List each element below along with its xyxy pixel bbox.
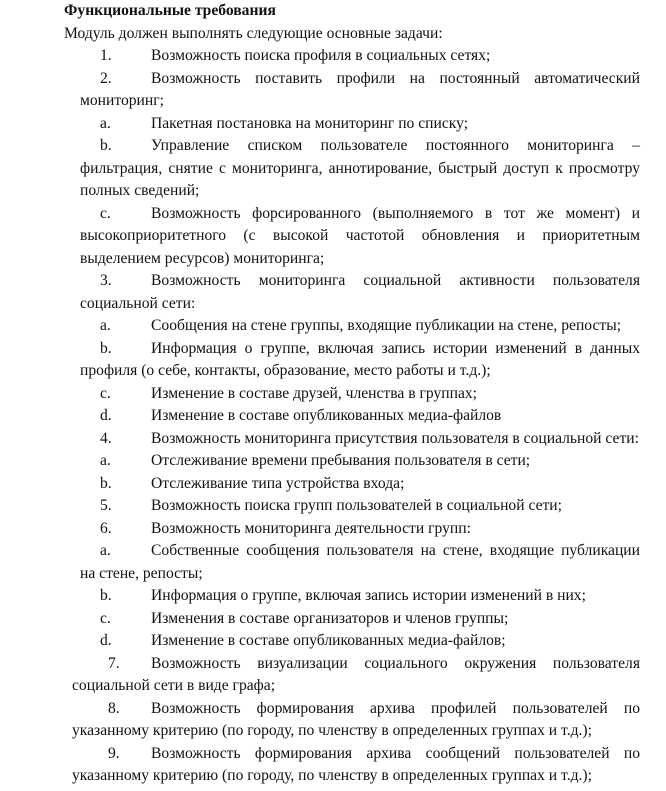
list-item-text: Отслеживание типа устройства входа; [151,474,405,492]
list-item [64,630,640,653]
list-item [64,450,640,473]
list-item [64,473,640,496]
list-item-text: Собственные сообщения пользователя на стене, входящие публикации на стене, репосты; [80,542,640,582]
list-item [64,608,640,631]
list-marker: 3. [100,272,112,289]
list-marker: a. [100,114,111,132]
list-item [64,428,640,451]
list-item-text: Управление списком пользователе постоянного мониторинга – фильтрация, снятие с мониторинга, аннотирование, быстрый доступ к просмотру полных сведений; [80,137,640,199]
list-marker: 6. [100,519,112,537]
list-item [64,315,640,338]
list-item [64,585,640,608]
list-item [64,45,640,68]
list-item [64,653,640,698]
list-item-text: Изменение в составе друзей, членства в группах; [151,384,478,402]
list-item-text: Возможность мониторинга деятельности групп: [151,519,471,537]
list-item-text: Пакетная постановка на мониторинг по списку; [151,114,469,132]
list-marker: a. [100,317,111,334]
list-item-text: Отслеживание времени пребывания пользователя в сети; [151,452,531,469]
list-marker: c. [100,204,111,222]
list-item-text: Возможность формирования архива профилей пользователей по указанному критерию (по городу, по членству в определенных группах и т.д.); [72,699,640,739]
list-item [64,698,640,743]
section-title: Функциональные требования [64,2,276,19]
list-marker: a. [100,452,111,469]
list-marker: d. [100,407,112,424]
list-item [64,743,640,788]
list-item [64,270,640,315]
list-item-text: Изменение в составе опубликованных медиа-файлов; [151,632,506,649]
list-marker: 4. [100,429,112,447]
list-marker: 1. [100,47,112,64]
list-item [64,135,640,203]
list-marker: b. [100,137,112,154]
list-item [64,383,640,406]
list-item [64,113,640,136]
list-marker: 7. [108,654,120,672]
intro-paragraph: Модуль должен выполнять следующие основные задачи: [64,24,443,42]
list-item [64,540,640,585]
list-marker: a. [100,542,111,559]
list-marker: b. [100,339,112,357]
list-marker: 9. [108,744,120,762]
list-item-text: Информация о группе, включая запись истории изменений в них; [151,587,586,604]
list-item-text: Возможность поставить профили на постоянный автоматический мониторинг; [80,69,640,109]
list-marker: 5. [100,497,112,514]
list-item [64,203,640,271]
list-item [64,405,640,428]
list-item-text: Возможность поиска групп пользователей в социальной сети; [151,497,562,514]
document-page [64,0,640,788]
list-item-text: Возможность формирования архива сообщений пользователей по указанному критерию (по городу, по членству в определенных группах и т.д.); [72,744,640,784]
list-marker: 8. [108,699,120,717]
list-marker: b. [100,474,112,492]
list-item-text: Изменения в составе организаторов и членов группы; [151,609,509,627]
list-item-text: Возможность форсированного (выполняемого в тот же момент) и высокоприоритетного (с высокой частотой обновления и приоритетным выделением ресурсов) мониторинга; [80,204,640,267]
list-item [64,518,640,541]
list-item-text: Изменение в составе опубликованных медиа-файлов [151,407,502,424]
list-item-text: Возможность визуализации социального окружения пользователя социальной сети в виде графа; [72,654,640,694]
list-item [64,68,640,113]
list-item-text: Информация о группе, включая запись истории изменений в данных профиля (о себе, контакты, образование, место работы и т.д.); [80,339,640,379]
list-item-text: Возможность поиска профиля в социальных сетях; [151,47,491,64]
list-item-text: Сообщения на стене группы, входящие публикации на стене, репосты; [151,317,622,334]
list-marker: d. [100,632,112,649]
list-marker: c. [100,384,111,402]
list-item [64,495,640,518]
list-marker: b. [100,587,112,604]
list-item [64,338,640,383]
list-item-text: Возможность мониторинга социальной активности пользователя социальной сети: [80,272,640,312]
list-marker: 2. [100,69,112,87]
list-marker: c. [100,609,111,627]
list-item-text: Возможность мониторинга присутствия пользователя в социальной сети: [151,429,639,447]
